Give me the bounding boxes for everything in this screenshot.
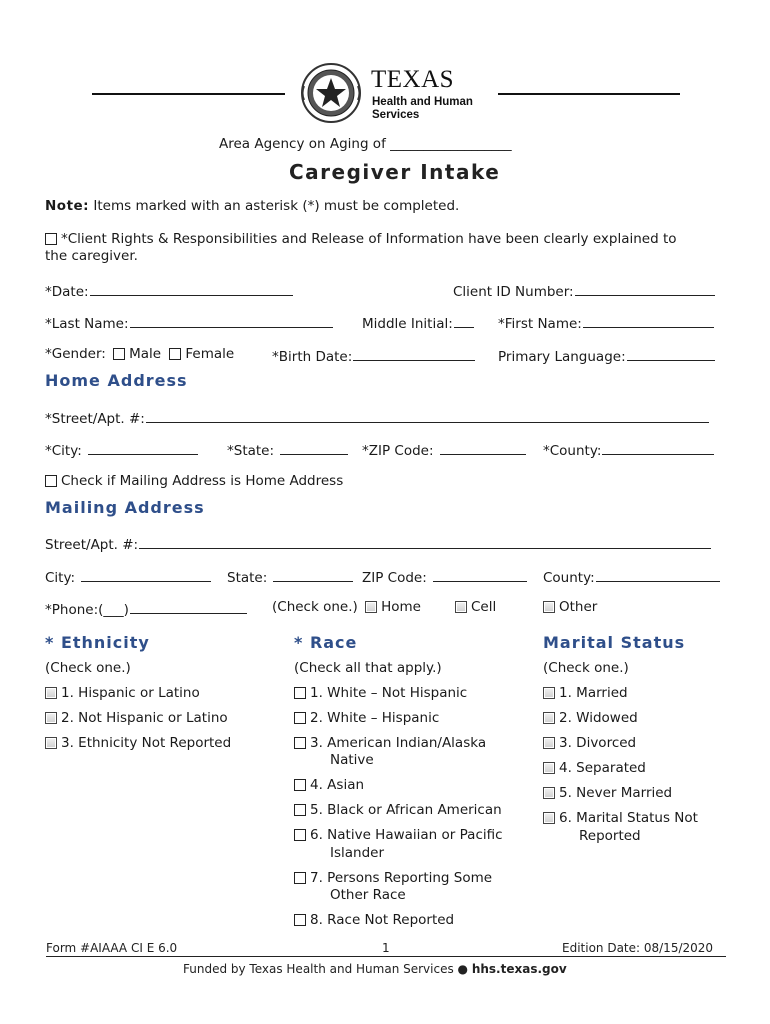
home-street-line[interactable] [146, 408, 709, 423]
first-name-line[interactable] [583, 313, 714, 328]
race-option: 1. White – Not Hispanic [294, 685, 467, 701]
logo-hhs-text: Health and Human Services [372, 96, 473, 121]
hhs-link[interactable]: hhs.texas.gov [471, 962, 567, 976]
home-city-field[interactable]: *City: [45, 440, 198, 459]
mailing-address-heading: Mailing Address [45, 498, 205, 517]
home-zip-line[interactable] [440, 440, 526, 455]
race-checkbox[interactable] [294, 737, 306, 749]
race-option: 8. Race Not Reported [294, 912, 454, 928]
race-instruction: (Check all that apply.) [294, 660, 442, 676]
marital-option: 2. Widowed [543, 710, 638, 726]
race-checkbox[interactable] [294, 779, 306, 791]
last-name-field[interactable]: *Last Name: [45, 313, 333, 332]
race-option: 3. American Indian/Alaska [294, 735, 486, 751]
race-option-cont: Native [330, 752, 374, 768]
note-text: Items marked with an asterisk (*) must be completed. [89, 198, 460, 214]
middle-initial-line[interactable] [454, 313, 474, 328]
mailing-same-row: Check if Mailing Address is Home Address [45, 473, 343, 489]
phone-field[interactable]: *Phone:(___) [45, 599, 247, 618]
logo-texas-text: TEXAS [371, 66, 455, 93]
marital-option: 3. Divorced [543, 735, 636, 751]
race-checkbox[interactable] [294, 712, 306, 724]
marital-checkbox[interactable] [543, 787, 555, 799]
marital-checkbox[interactable] [543, 762, 555, 774]
phone-other-option: Other [543, 599, 597, 615]
client-id-field[interactable]: Client ID Number: [453, 281, 715, 300]
phone-line[interactable] [130, 599, 247, 614]
race-option: 2. White – Hispanic [294, 710, 439, 726]
race-checkbox[interactable] [294, 872, 306, 884]
funded-text: Funded by Texas Health and Human Services ● [183, 962, 472, 976]
race-checkbox[interactable] [294, 829, 306, 841]
marital-checkbox[interactable] [543, 737, 555, 749]
home-state-line[interactable] [280, 440, 348, 455]
race-option-cont: Other Race [330, 887, 406, 903]
race-heading: * Race [294, 633, 358, 652]
note-label: Note: [45, 198, 90, 214]
middle-initial-field[interactable]: Middle Initial: [362, 313, 474, 332]
mail-zip-line[interactable] [433, 567, 527, 582]
date-line[interactable] [90, 281, 293, 296]
race-checkbox[interactable] [294, 914, 306, 926]
race-option: 6. Native Hawaiian or Pacific [294, 827, 503, 843]
ethnicity-checkbox[interactable] [45, 737, 57, 749]
mail-county-line[interactable] [596, 567, 720, 582]
ethnicity-option: 1. Hispanic or Latino [45, 685, 200, 701]
footer-rule [46, 956, 726, 957]
first-name-field[interactable]: *First Name: [498, 313, 714, 332]
consent-checkbox-row [45, 231, 677, 265]
gender-field: *Gender: Male Female [45, 346, 235, 362]
ethnicity-instruction: (Check one.) [45, 660, 131, 676]
ethnicity-checkbox[interactable] [45, 712, 57, 724]
header-rule-left [92, 93, 285, 95]
birth-date-field[interactable]: *Birth Date: [272, 346, 475, 365]
agency-label: Area Agency on Aging of __________________ [219, 136, 512, 152]
home-state-field[interactable]: *State: [227, 440, 348, 459]
phone-cell-checkbox[interactable] [455, 601, 467, 613]
note [45, 198, 459, 214]
primary-language-line[interactable] [627, 346, 715, 361]
date-field[interactable]: *Date: [45, 281, 293, 300]
race-option: 4. Asian [294, 777, 364, 793]
ethnicity-checkbox[interactable] [45, 687, 57, 699]
consent-checkbox[interactable] [45, 233, 57, 245]
phone-home-checkbox[interactable] [365, 601, 377, 613]
gender-male-checkbox[interactable] [113, 348, 125, 360]
marital-option: 1. Married [543, 685, 628, 701]
page-title: Caregiver Intake [289, 160, 501, 184]
marital-checkbox[interactable] [543, 712, 555, 724]
ethnicity-option: 2. Not Hispanic or Latino [45, 710, 228, 726]
mail-state-line[interactable] [273, 567, 353, 582]
last-name-line[interactable] [130, 313, 333, 328]
home-county-line[interactable] [602, 440, 714, 455]
mail-city-field[interactable]: City: [45, 567, 211, 586]
race-checkbox[interactable] [294, 804, 306, 816]
race-option: 7. Persons Reporting Some [294, 870, 492, 886]
phone-other-checkbox[interactable] [543, 601, 555, 613]
race-option-cont: Islander [330, 845, 385, 861]
home-address-heading: Home Address [45, 371, 188, 390]
gender-female-checkbox[interactable] [169, 348, 181, 360]
home-city-line[interactable] [88, 440, 198, 455]
phone-cell-option: Cell [455, 599, 496, 615]
consent-text-1: *Client Rights & Responsibilities and Release of Information have been clearly explained to [61, 231, 677, 247]
marital-heading: Marital Status [543, 633, 686, 652]
ethnicity-heading: * Ethnicity [45, 633, 150, 652]
mail-county-field[interactable]: County: [543, 567, 720, 586]
marital-instruction: (Check one.) [543, 660, 629, 676]
mail-street-line[interactable] [139, 534, 711, 549]
hhs-logo [298, 62, 478, 124]
marital-option: 6. Marital Status Not [543, 810, 698, 826]
marital-option-cont: Reported [579, 828, 641, 844]
home-street-field[interactable]: *Street/Apt. #: [45, 408, 709, 427]
mail-zip-field[interactable]: ZIP Code: [362, 567, 527, 586]
marital-option: 4. Separated [543, 760, 646, 776]
home-county-field[interactable]: *County: [543, 440, 714, 459]
page-number: 1 [382, 941, 390, 955]
race-option: 5. Black or African American [294, 802, 502, 818]
mailing-same-checkbox[interactable] [45, 475, 57, 487]
marital-checkbox[interactable] [543, 812, 555, 824]
marital-checkbox[interactable] [543, 687, 555, 699]
home-zip-field[interactable]: *ZIP Code: [362, 440, 526, 459]
funded-by [183, 962, 567, 976]
consent-text-2: the caregiver. [45, 248, 138, 264]
header-rule-right [498, 93, 680, 95]
texas-seal-icon [298, 62, 366, 124]
birth-date-line[interactable] [353, 346, 475, 361]
mail-city-line[interactable] [81, 567, 211, 582]
primary-language-field[interactable]: Primary Language: [498, 346, 715, 365]
marital-option: 5. Never Married [543, 785, 672, 801]
edition-date: Edition Date: 08/15/2020 [562, 941, 714, 955]
mail-street-field[interactable]: Street/Apt. #: [45, 534, 711, 553]
ethnicity-option: 3. Ethnicity Not Reported [45, 735, 231, 751]
client-id-line[interactable] [575, 281, 715, 296]
phone-type-group: (Check one.) Home [272, 599, 421, 615]
form-number: Form #AIAAA CI E 6.0 [46, 941, 178, 955]
mail-state-field[interactable]: State: [227, 567, 353, 586]
race-checkbox[interactable] [294, 687, 306, 699]
